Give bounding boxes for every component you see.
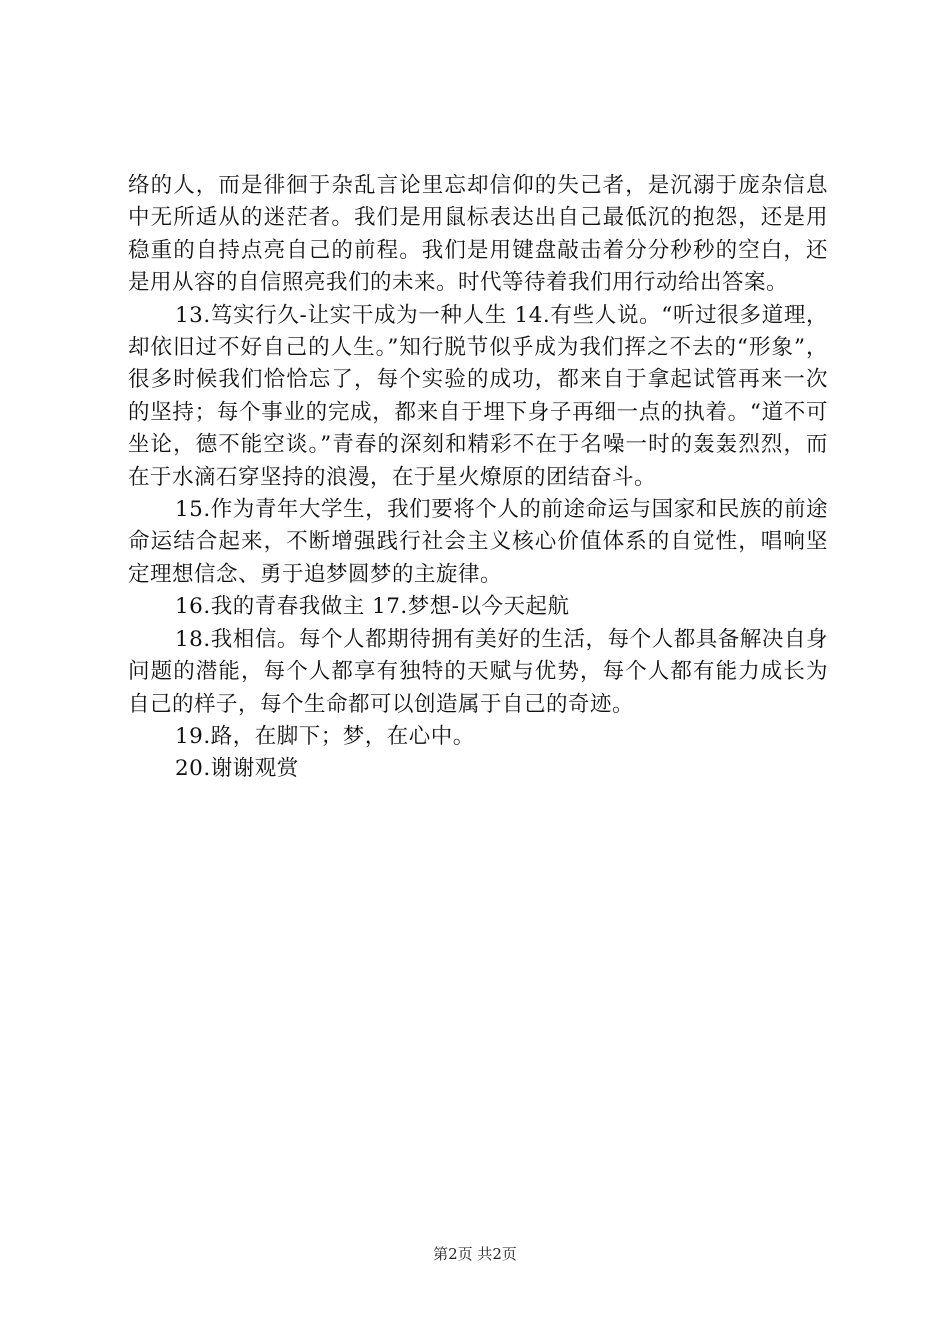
paragraph-13-14: 13.笃实行久-让实干成为一种人生 14.有些人说。“听过很多道理，却依旧过不好自己的人生。”知行脱节似乎成为我们挥之不去的“形象”，很多时候我们恰恰忘了，每个实验的成功，都来自于拿起试管再来一次的坚持；每个事业的完成，都来自于埋下身子再细一点的执着。“道不可坐论，德不能空谈。”青春的深刻和精彩不在于名噪一时的轰轰烈烈，而在于水滴石穿坚持的浪漫，在于星火燎原的团结奋斗。 bbox=[128, 302, 828, 490]
document-body bbox=[128, 170, 828, 786]
paragraph-19: 19.路，在脚下；梦，在心中。 bbox=[175, 723, 475, 749]
paragraph-continuation: 络的人，而是徘徊于杂乱言论里忘却信仰的失己者，是沉溺于庞杂信息中无所适从的迷茫者。我们是用鼠标表达出自己最低沉的抱怨，还是用稳重的自持点亮自己的前程。我们是用键盘敲击着分分秒秒的空白，还是用从容的自信照亮我们的未来。时代等待着我们用行动给出答案。 bbox=[128, 173, 828, 296]
paragraph-20: 20.谢谢观赏 bbox=[175, 756, 299, 782]
paragraph-15: 15.作为青年大学生，我们要将个人的前途命运与国家和民族的前途命运结合起来，不断增强践行社会主义核心价值体系的自觉性，唱响坚定理想信念、勇于追梦圆梦的主旋律。 bbox=[128, 497, 828, 587]
paragraph-16-17: 16.我的青春我做主 17.梦想-以今天起航 bbox=[175, 594, 570, 620]
page-footer: 第2页 共2页 bbox=[433, 1245, 517, 1263]
paragraph-18: 18.我相信。每个人都期待拥有美好的生活，每个人都具备解决自身问题的潜能，每个人都享有独特的天赋与优势，每个人都有能力成长为自己的样子，每个生命都可以创造属于自己的奇迹。 bbox=[128, 626, 828, 717]
